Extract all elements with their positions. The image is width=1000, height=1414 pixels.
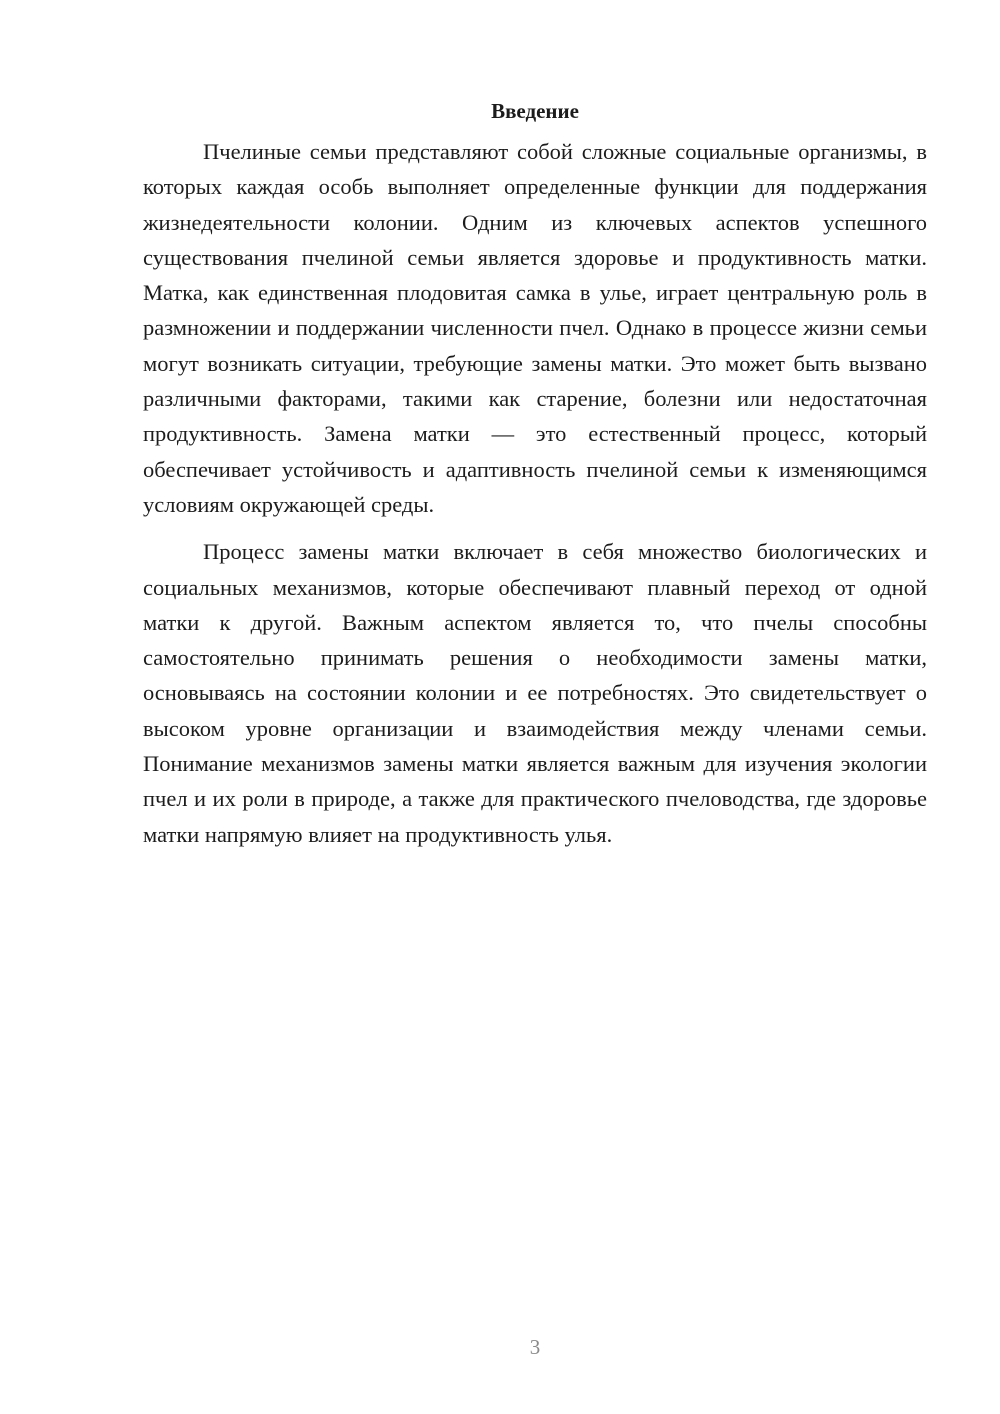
section-heading: Введение [491,99,579,123]
page-number: 3 [529,1335,541,1359]
page-content [143,96,927,852]
paragraph-2: Процесс замены матки включает в себя множество биологических и социальных механизмов, которые обеспечивают плавный переход от одной матки к другой. Важным аспектом является то, что пчелы способны самостоятельно принимать решения о необходимости замены матки, основываясь на состоянии колонии и ее потребностях. Это свидетельствует о высоком уровне организации и взаимодействия между членами семьи. Понимание механизмов замены матки является важным для изучения экологии пчел и их роли в природе, а также для практического пчеловодства, где здоровье матки напрямую влияет на продуктивность улья. [143,539,927,847]
paragraph-1: Пчелиные семьи представляют собой сложные социальные организмы, в которых каждая особь выполняет определенные функции для поддержания жизнедеятельности колонии. Одним из ключевых аспектов успешного существования пчелиной семьи является здоровье и продуктивность матки. Матка, как единственная плодовитая самка в улье, играет центральную роль в размножении и поддержании численности пчел. Однако в процессе жизни семьи могут возникать ситуации, требующие замены матки. Это может быть вызвано различными факторами, такими как старение, болезни или недостаточная продуктивность. Замена матки — это естественный процесс, который обеспечивает устойчивость и адаптивность пчелиной семьи к изменяющимся условиям окружающей среды. [143,139,927,517]
